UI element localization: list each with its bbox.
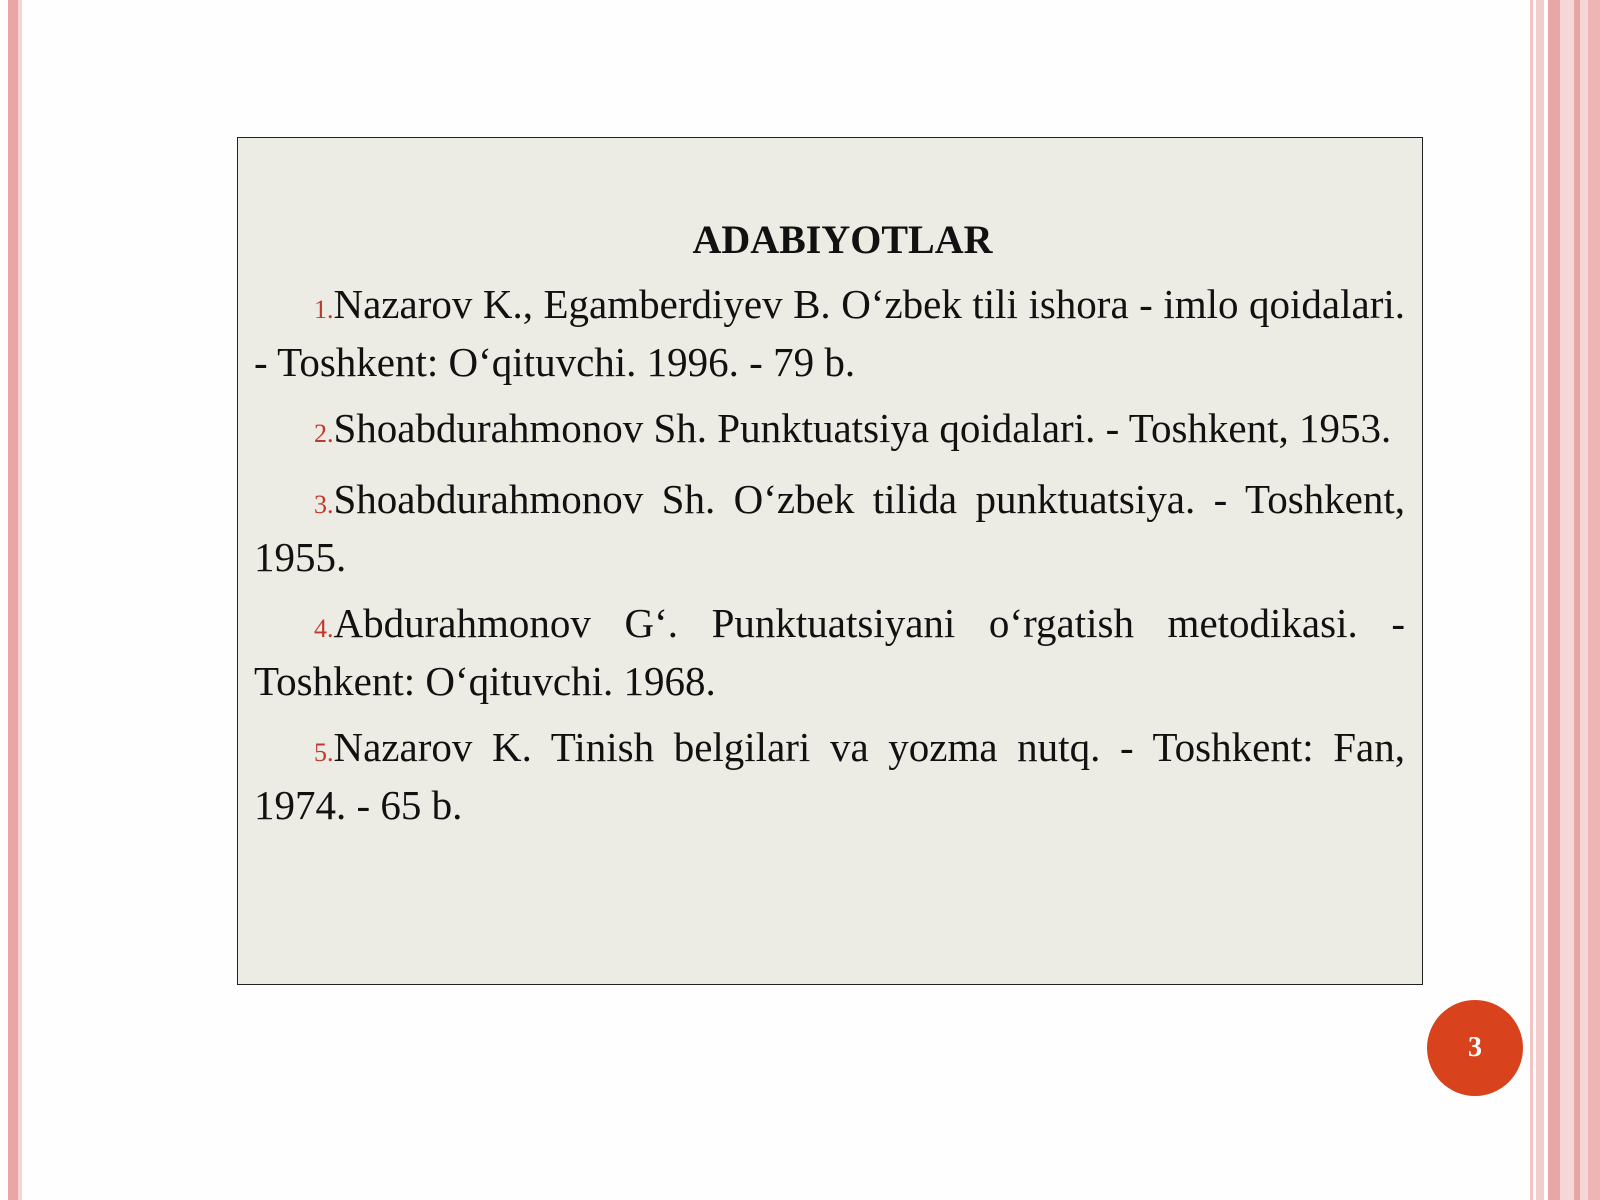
right-border-stripe <box>1530 0 1533 1200</box>
right-border-stripe <box>1588 0 1600 1200</box>
left-border-stripe-light <box>18 0 22 1200</box>
reference-item <box>254 721 1405 832</box>
right-border-stripe <box>1536 0 1544 1200</box>
reference-item <box>254 473 1405 584</box>
reference-text: Shoabdurahmonov Sh. O‘zbek tilida punktuatsiya. - Toshkent, 1955. <box>254 476 1405 580</box>
page-number-badge <box>1427 1000 1523 1096</box>
references-box <box>237 137 1423 985</box>
reference-number: 5. <box>314 738 334 767</box>
reference-item <box>254 402 1405 460</box>
reference-item <box>254 278 1405 389</box>
reference-number: 1. <box>314 295 334 324</box>
right-border-stripe <box>1574 0 1580 1200</box>
right-border-stripe <box>1548 0 1560 1200</box>
reference-list <box>254 278 1405 832</box>
reference-text: Nazarov K. Tinish belgilari va yozma nutq. - Toshkent: Fan, 1974. - 65 b. <box>254 724 1405 828</box>
slide-heading: ADABIYOTLAR <box>692 217 993 262</box>
reference-item <box>254 597 1405 708</box>
reference-number: 4. <box>314 614 334 643</box>
reference-text: Abdurahmonov G‘. Punktuatsiyani o‘rgatish metodikasi. - Toshkent: O‘qituvchi. 1968. <box>254 600 1405 704</box>
page-number: 3 <box>1468 1032 1482 1063</box>
left-border-stripe <box>8 0 18 1200</box>
reference-text: Shoabdurahmonov Sh. Punktuatsiya qoidalari. - Toshkent, 1953. <box>333 405 1392 451</box>
reference-number: 3. <box>314 490 334 519</box>
reference-text: Nazarov K., Egamberdiyev B. O‘zbek tili ishora - imlo qoidalari. - Toshkent: O‘qituvchi. 1996. - 79 b. <box>254 281 1405 385</box>
reference-number: 2. <box>314 419 334 448</box>
